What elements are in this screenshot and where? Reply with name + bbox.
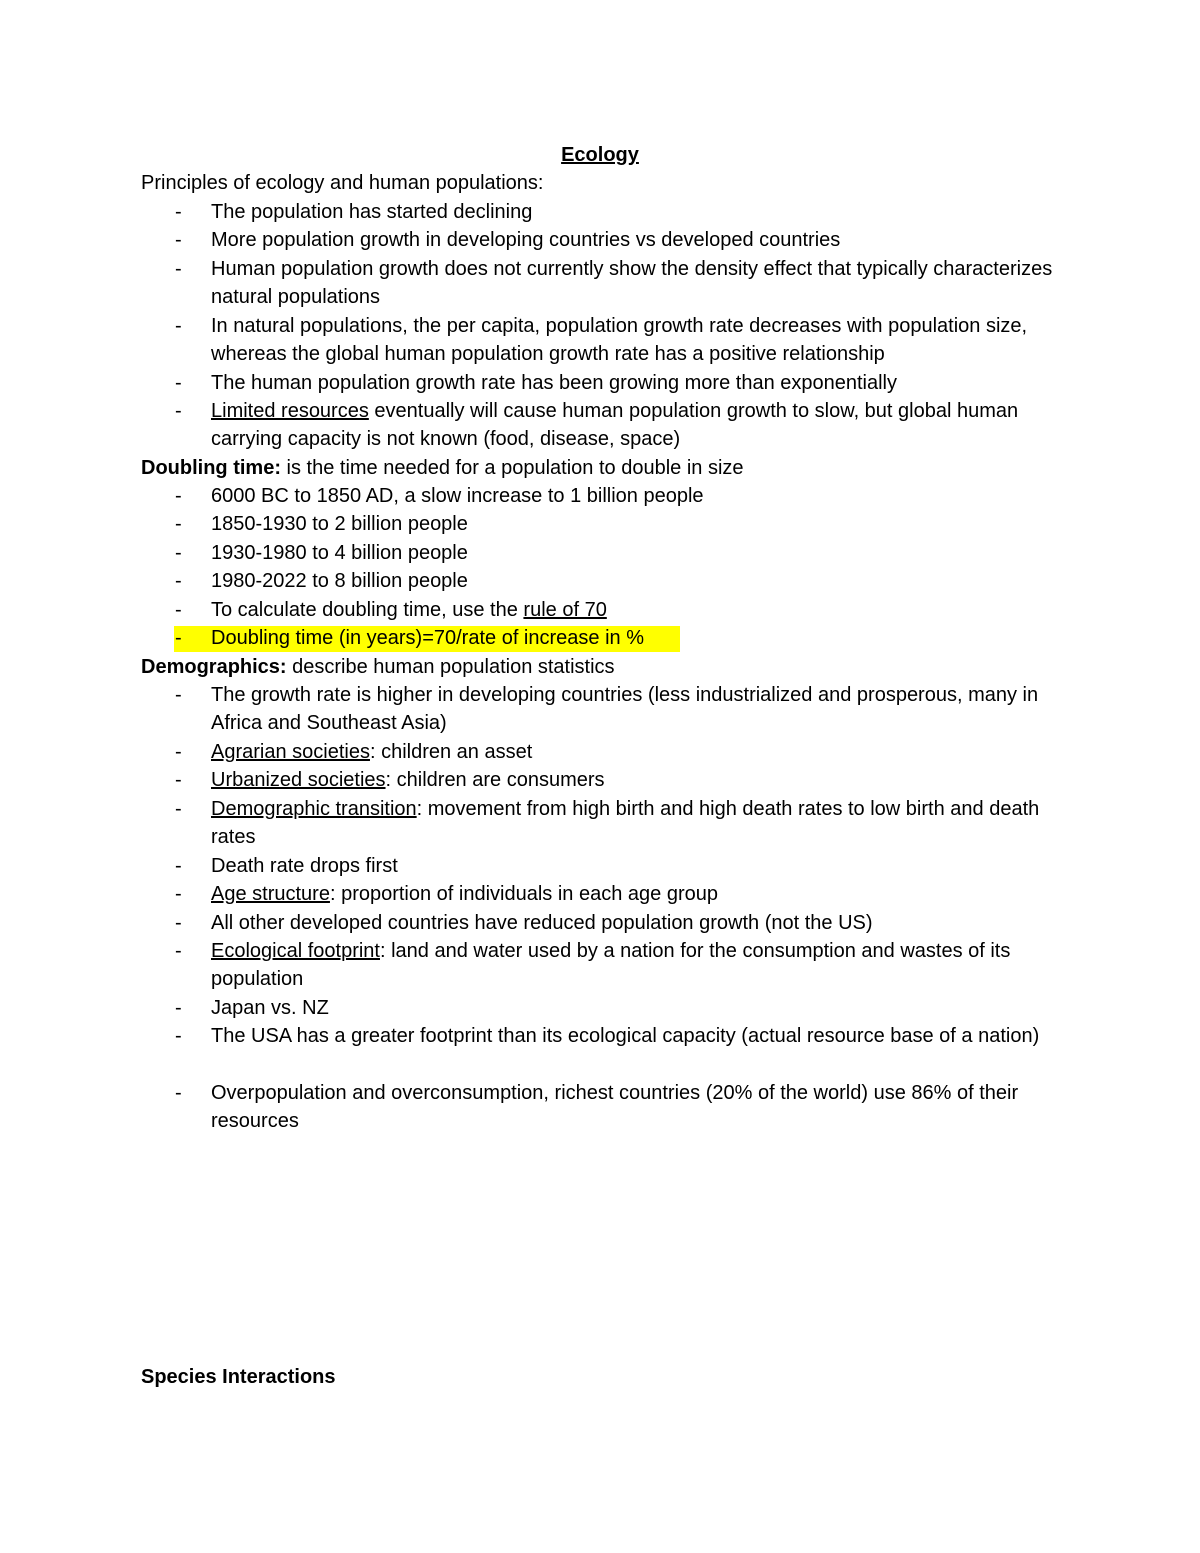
page-title (0, 141, 1200, 169)
bullet-dash: - (175, 769, 182, 791)
list-item-text: The USA has a greater footprint than its ecological capacity (actual resource base of a nation) (211, 1025, 1040, 1047)
section-heading-species-interactions: Species Interactions (141, 1366, 336, 1388)
list-item-text: More population growth in developing countries vs developed countries (211, 229, 841, 251)
term-description: eventually will cause human population growth to slow, but global human carrying capacity is not known (food, disease, space) (211, 400, 1019, 451)
bullet-dash: - (175, 258, 182, 280)
list-item-text: 6000 BC to 1850 AD, a slow increase to 1 billion people (211, 485, 704, 507)
list-item-text (211, 596, 1061, 624)
bullet-dash: - (175, 684, 182, 706)
bullet-dash: - (175, 513, 182, 535)
list-item-text: The growth rate is higher in developing countries (less industrialized and prosperous, many in Africa and Southeast Asia) (211, 684, 1039, 735)
demographics-heading (141, 653, 1071, 681)
bullet-dash: - (175, 940, 182, 962)
term-urbanized: Urbanized societies (211, 769, 386, 791)
term-description: : children are consumers (385, 769, 605, 791)
term-limited-resources: Limited resources (211, 400, 369, 422)
bullet-dash: - (175, 599, 182, 621)
list-item-text: Human population growth does not currently show the density effect that typically characterizes natural populations (211, 258, 1053, 309)
term-demographics: Demographics: (141, 656, 287, 678)
bullet-dash: - (175, 372, 182, 394)
bullet-dash: - (175, 542, 182, 564)
term-rule-of-70: rule of 70 (523, 599, 607, 621)
doubling-definition: is the time needed for a population to double in size (280, 457, 744, 479)
title-text: Ecology (561, 144, 639, 166)
list-item-text: All other developed countries have reduced population growth (not the US) (211, 912, 873, 934)
bullet-dash: - (175, 1025, 182, 1047)
list-item-text (211, 397, 1061, 454)
term-description: : land and water used by a nation for the consumption and wastes of its population (211, 940, 1011, 991)
term-description: : proportion of individuals in each age group (329, 883, 718, 905)
term-description: : children an asset (369, 741, 533, 763)
list-item-text: The human population growth rate has been growing more than exponentially (211, 372, 897, 394)
list-item-text: 1980-2022 to 8 billion people (211, 570, 468, 592)
bullet-dash: - (175, 997, 182, 1019)
term-age-structure: Age structure (211, 883, 330, 905)
bullet-dash: - (175, 485, 182, 507)
list-item-text (211, 738, 1061, 766)
term-demographic-transition: Demographic transition (211, 798, 417, 820)
list-item-text: Death rate drops first (211, 855, 398, 877)
list-item-text: 1930-1980 to 4 billion people (211, 542, 468, 564)
list-item-text (211, 795, 1061, 852)
list-item-text: Japan vs. NZ (211, 997, 329, 1019)
list-item-text: In natural populations, the per capita, population growth rate decreases with population size, whereas the global human population growth rate has a positive relationship (211, 315, 1028, 366)
bullet-dash: - (175, 627, 182, 649)
intro-heading: Principles of ecology and human populations: (141, 172, 544, 194)
bullet-dash: - (175, 400, 182, 422)
list-item-text: 1850-1930 to 2 billion people (211, 513, 468, 535)
list-item-text: Overpopulation and overconsumption, richest countries (20% of the world) use 86% of their resources (211, 1082, 1019, 1133)
term-agrarian: Agrarian societies (211, 741, 370, 763)
list-item-text (211, 880, 1061, 908)
bullet-dash: - (175, 798, 182, 820)
bullet-dash: - (175, 883, 182, 905)
formula-text: Doubling time (in years)=70/rate of increase in % (211, 627, 644, 649)
bullet-dash: - (175, 570, 182, 592)
rule-prefix: To calculate doubling time, use the (211, 599, 524, 621)
list-item-text (211, 937, 1061, 994)
bullet-dash: - (175, 855, 182, 877)
bullet-dash: - (175, 315, 182, 337)
bullet-dash: - (175, 741, 182, 763)
bullet-dash: - (175, 201, 182, 223)
list-item-text: The population has started declining (211, 201, 533, 223)
bullet-dash: - (175, 229, 182, 251)
list-item-text (211, 766, 1061, 794)
term-ecological-footprint: Ecological footprint (211, 940, 380, 962)
doubling-heading (141, 454, 1071, 482)
bullet-dash: - (175, 912, 182, 934)
bullet-dash: - (175, 1082, 182, 1104)
term-doubling-time: Doubling time: (141, 457, 281, 479)
term-description: : movement from high birth and high death rates to low birth and death rates (211, 798, 1040, 849)
demographics-definition: describe human population statistics (286, 656, 615, 678)
